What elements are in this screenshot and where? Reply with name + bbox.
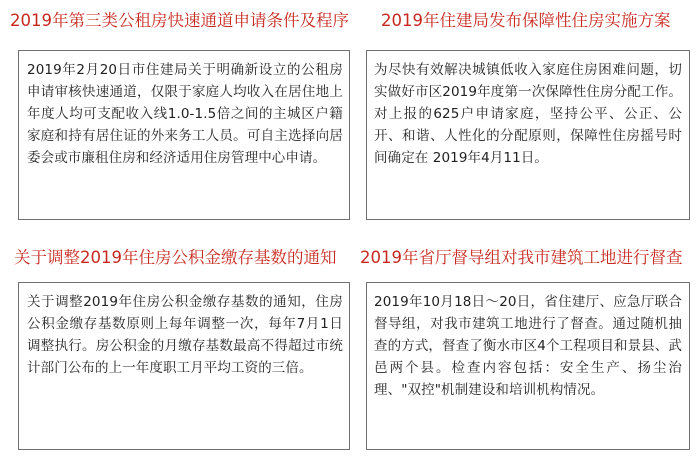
section-body-affordable-housing: 为尽快有效解决城镇低收入家庭住房困难问题，切实做好市区2019年度第一次保障性住房分配工作。对上报的625户申请家庭，坚持公平、公正、公开、和谐、人性化的分配原则，保障性住房摇号时间确定在 2019年4月11日。 xyxy=(374,62,682,166)
section-title-construction-inspection: 2019年省厅督导组对我市建筑工地进行督查 xyxy=(360,248,683,267)
section-title-public-rental: 2019年第三类公租房快速通道申请条件及程序 xyxy=(10,11,349,30)
section-body-housing-fund: 关于调整2019年住房公积金缴存基数的通知，住房公积金缴存基数原则上每年调整一次，每年7月1日调整执行。房公积金的月缴存基数最高不得超过市统计部门公布的上一年度职工月平均工资的三倍。 xyxy=(27,294,343,376)
section-body-construction-inspection: 2019年10月18日～20日，省住建厅、应急厅联合督导组，对我市建筑工地进行了督查。通过随机抽查的方式，督查了衡水市区4个工程项目和景县、武邑两个县。检查内容包括：安全生产、扬尘治理、"双控"机制建设和培训机构情况。 xyxy=(374,294,682,398)
section-title-affordable-housing: 2019年住建局发布保障性住房实施方案 xyxy=(381,11,671,30)
section-title-housing-fund: 关于调整2019年住房公积金缴存基数的通知 xyxy=(14,248,337,267)
section-body-public-rental: 2019年2月20日市住建局关于明确新设立的公租房申请审核快速通道，仅限于家庭人均收入在居住地上年度人均可支配收入线1.0-1.5倍之间的主城区户籍家庭和持有居住证的外来务工人员。可自主选择向居委会或市廉租住房和经济适用住房管理中心申请。 xyxy=(27,62,343,166)
